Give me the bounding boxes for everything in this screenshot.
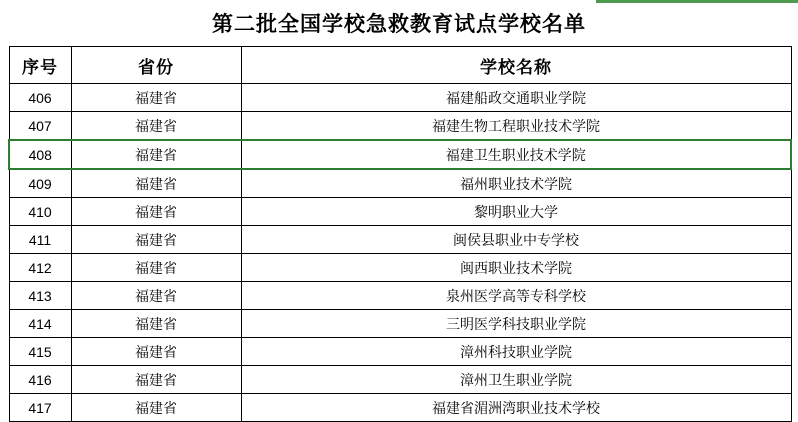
cell-province: 福建省 [71,338,241,366]
table-row[interactable] [9,394,791,422]
cell-school-name: 福建船政交通职业学院 [241,84,791,112]
table-row[interactable] [9,226,791,254]
cell-province: 福建省 [71,282,241,310]
cell-province: 福建省 [71,112,241,141]
cell-province: 福建省 [71,84,241,112]
cell-school-name: 三明医学科技职业学院 [241,310,791,338]
cell-index: 414 [9,310,71,338]
cell-index: 407 [9,112,71,141]
cell-province: 福建省 [71,366,241,394]
table-row[interactable] [9,112,791,141]
school-list-table-container [8,46,790,422]
cell-school-name: 福州职业技术学院 [241,169,791,198]
cell-index: 415 [9,338,71,366]
cell-school-name: 漳州科技职业学院 [241,338,791,366]
table-row[interactable] [9,84,791,112]
cell-index: 409 [9,169,71,198]
table-row[interactable] [9,198,791,226]
cell-index: 416 [9,366,71,394]
cell-province: 福建省 [71,254,241,282]
cell-school-name: 漳州卫生职业学院 [241,366,791,394]
cell-school-name: 福建生物工程职业技术学院 [241,112,791,141]
cell-index: 411 [9,226,71,254]
cell-school-name: 福建省湄洲湾职业技术学校 [241,394,791,422]
table-row[interactable] [9,282,791,310]
column-header-province: 省份 [71,47,241,84]
table-body [9,84,791,422]
cell-school-name: 闽西职业技术学院 [241,254,791,282]
cell-school-name: 福建卫生职业技术学院 [241,140,791,169]
cell-index: 408 [9,140,71,169]
table-row[interactable] [9,140,791,169]
cell-province: 福建省 [71,169,241,198]
table-header-row [9,47,791,84]
top-accent-rule [596,0,798,3]
cell-school-name: 泉州医学高等专科学校 [241,282,791,310]
page-title: 第二批全国学校急救教育试点学校名单 [212,12,586,36]
cell-index: 410 [9,198,71,226]
cell-province: 福建省 [71,394,241,422]
cell-index: 413 [9,282,71,310]
school-list-table [8,46,792,422]
table-row[interactable] [9,310,791,338]
table-row[interactable] [9,338,791,366]
column-header-school: 学校名称 [241,47,791,84]
cell-index: 412 [9,254,71,282]
cell-index: 417 [9,394,71,422]
table-header [9,47,791,84]
cell-province: 福建省 [71,198,241,226]
cell-school-name: 黎明职业大学 [241,198,791,226]
column-header-index: 序号 [9,47,71,84]
table-row[interactable] [9,254,791,282]
table-row[interactable] [9,169,791,198]
cell-school-name: 闽侯县职业中专学校 [241,226,791,254]
table-row[interactable] [9,366,791,394]
cell-province: 福建省 [71,310,241,338]
cell-province: 福建省 [71,226,241,254]
cell-index: 406 [9,84,71,112]
cell-province: 福建省 [71,140,241,169]
